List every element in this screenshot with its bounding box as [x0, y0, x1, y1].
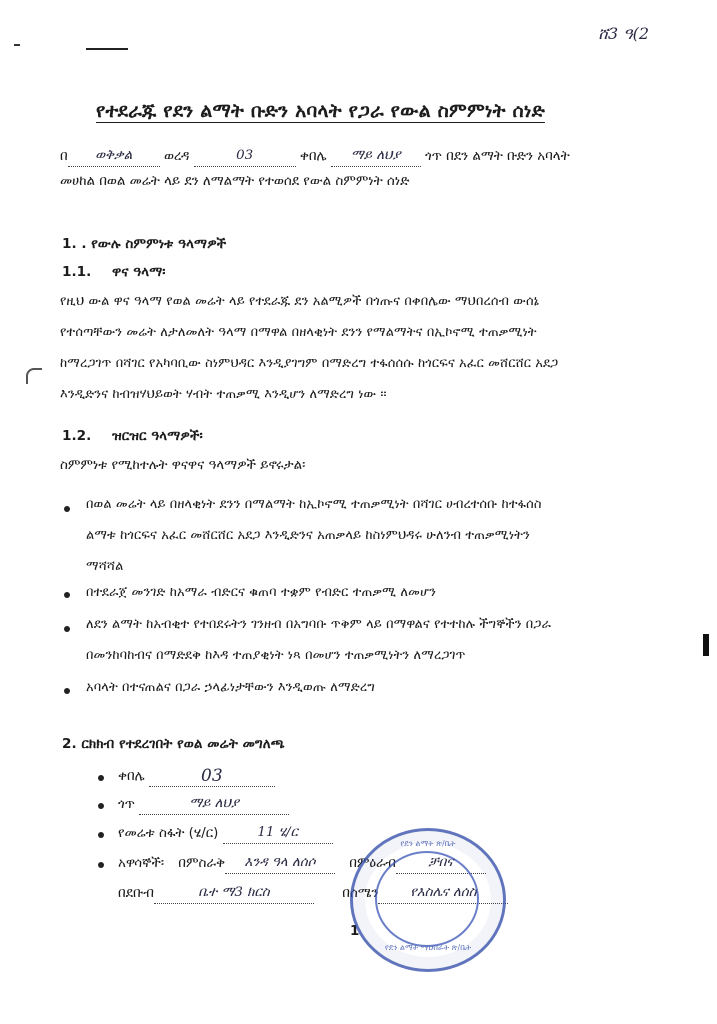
objective-bullet-text: ለደን ልማት ከአብቂተ የተበደሩትን ገንዘብ በአግባቡ ጥቅም ላይ በማዋልና የተተከሉ ችግኞችን በጋራ	[86, 617, 551, 632]
subsection-1-2-number: 1.2.	[62, 428, 92, 444]
subsection-1-1-title: ዋና ዓላማ፡	[112, 264, 166, 280]
official-seal-stamp	[350, 828, 506, 972]
subsection-1-1-number: 1.1.	[62, 264, 92, 280]
main-objective-line: የዚህ ውል ዋና ዓላማ የወል መሬት ላይ የተደራጁ ደን አልሚዎች በጎጡና በቀበሌው ማህበረሰብ ውሰኔ	[60, 294, 539, 309]
west-label: በምዕራብ	[349, 856, 396, 871]
land-got-row	[118, 794, 289, 815]
objective-bullet-text: ልማቱ ከጎርፍና አፈር መሸርሸር አደጋ እንዲድንና አጠቃላይ ከስነምህዳሩ ሁለንብ ተጠቃሚነትን	[86, 528, 530, 543]
land-got-value: ማይ ለህያ	[139, 794, 289, 815]
bullet-dot	[98, 832, 104, 838]
seal-text-top: የደን ልማት ጽ/ቤት	[400, 839, 456, 848]
neighbors-label: አዋሳኞች፡	[118, 856, 165, 871]
intro-rest: ጎጥ በደን ልማት ቡድን አባላት	[425, 149, 570, 164]
kebele-label: ቀበሌ	[299, 149, 327, 164]
main-objective-line: የተሰጣቸውን መሬት ለታለመለት ዓላማ በማዋል በዘላቂነት ደንን የማልማትና በኢኮኖሚ ተጠቃሚነት	[60, 325, 537, 340]
land-kebele-row	[118, 766, 275, 787]
woreda-label: ወረዳ	[163, 149, 190, 164]
bullet-dot	[64, 592, 70, 598]
section-1-heading: 1. . የውሉ ስምምነቱ ዓላማዎች	[62, 236, 227, 252]
land-area-label: የመሬቱ ስፋት (ሄ/ር)	[118, 826, 219, 841]
kebele-value: 03	[194, 146, 296, 167]
subsection-1-2-title: ዝርዝር ዓላማዎች፡	[112, 428, 203, 444]
north-label: በሰሜን	[342, 886, 379, 901]
land-got-label: ጎጥ	[118, 797, 135, 812]
intro-prefix: በ	[60, 149, 68, 164]
north-value: የእስሌና ለሰስ	[378, 883, 508, 904]
bullet-dot	[98, 775, 104, 781]
woreda-value: ወቅቃል	[68, 146, 160, 167]
page-number: ሸ3 ዓ(2	[598, 24, 650, 43]
objective-bullet-text: በተደራጀ መንገድ ከአማራ ብድርና ቁጠባ ተቋም የብድር ተጠቃሚ ለመሆን	[86, 585, 436, 600]
south-value: ቤተ ማ3 ክርስ	[154, 883, 314, 904]
page-mark: 1	[350, 924, 360, 939]
got-value: ማይ ለህያ	[331, 146, 421, 167]
left-edge-curve	[26, 368, 42, 384]
objective-bullet-text: በወል መሬት ላይ በዘላቂነት ደንን በማልማት ከኢኮኖሚ ተጠቃሚነት በሻገር ሀብረተሰቡ ከተፋሰስ	[86, 497, 542, 512]
land-area-row	[118, 823, 333, 844]
main-objective-line: እንዲድንና ከብዝሃህይወት ሃብት ተጠቃሚ እንዲሆን ለማድረግ ነው ፡፡	[60, 387, 387, 402]
bullet-dot	[98, 862, 104, 868]
objective-bullet-text: በመንከባከብና በማድደቅ ከእዳ ተጠያቂነት ነጻ በመሆን ተጠቃሚነትን ለማረጋገጥ	[86, 648, 466, 663]
corner-dash	[86, 48, 128, 50]
land-kebele-value: 03	[149, 766, 275, 787]
bullet-dot	[64, 688, 70, 694]
bullet-dot	[98, 803, 104, 809]
land-area-value: 11 ሄ/ር	[223, 823, 333, 844]
detailed-objectives-intro: ስምምነቱ የሚከተሉት ዋናዋና ዓላማዎች ይኖሩታል፡	[60, 458, 306, 473]
objective-bullet-text: ማሻሻል	[86, 559, 124, 574]
objective-bullet-text: አባላት በተናጠልና በጋራ ኃላፊነታቸውን እንዲወጡ ለማድረግ	[86, 680, 375, 695]
main-objective-line: ከማረጋገጥ በሻገር የአካባቢው ስነምህዳር እንዲያገግም በማድረግ ተፋሰሰሱ ከጎርፍና አፈር መሸርሸር አደጋ	[60, 356, 559, 371]
corner-mark	[14, 44, 20, 46]
east-label: በምስራቅ	[178, 856, 225, 871]
east-value: እንዳ ዓላ ለሰሶ	[225, 853, 335, 874]
bullet-dot	[64, 626, 70, 632]
bullet-dot	[64, 506, 70, 512]
seal-text-bottom: የደን ልማት ማህበራት ጽ/ቤት	[384, 943, 472, 952]
west-value: ቻበና	[396, 853, 486, 874]
section-2-heading: 2. ርክክብ የተደረገበት የወል መሬት መግለጫ	[62, 736, 285, 752]
intro-line-1	[60, 146, 570, 167]
intro-line-2: መሀከል በወል መሬት ላይ ደን ለማልማት የተወሰደ የውል ስምምነት ሰነድ	[60, 174, 410, 189]
south-label: በደቡብ	[118, 886, 154, 901]
land-kebele-label: ቀበሌ	[118, 769, 145, 784]
seal-inner-ring	[375, 851, 479, 947]
document-title: የተደራጁ የደን ልማት ቡድን አባላት የጋራ የውል ስምምነት ሰነድ	[96, 100, 545, 122]
page-edge-mark	[703, 634, 709, 656]
